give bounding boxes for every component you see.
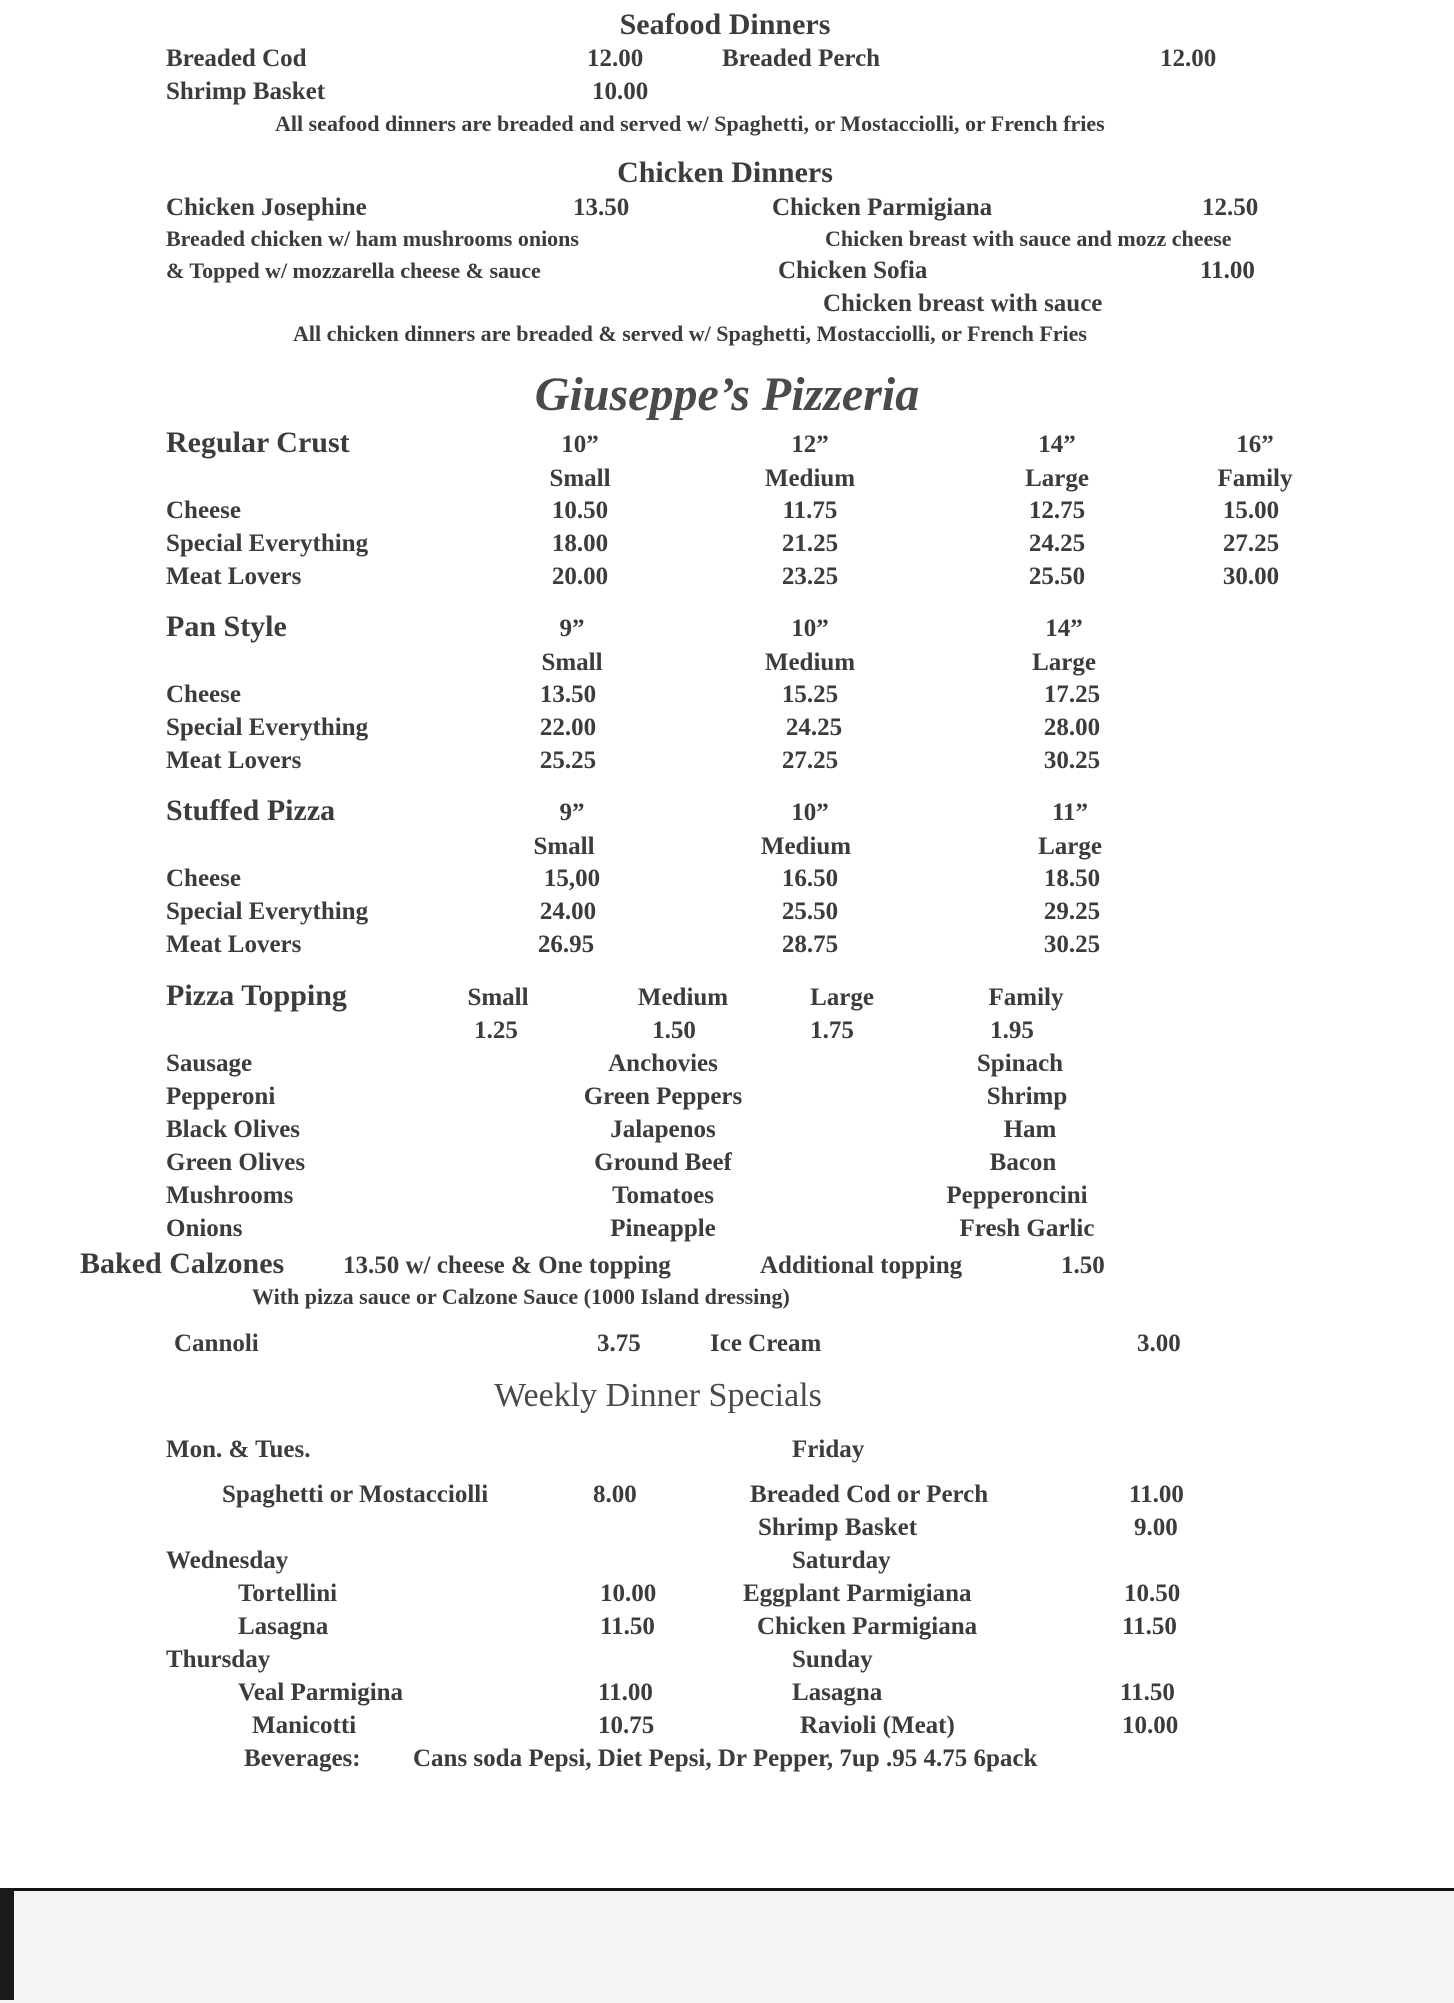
topping-item: Ground Beef bbox=[594, 1149, 732, 1176]
seafood-heading: Seafood Dinners bbox=[619, 8, 831, 41]
seafood-item-name: Breaded Cod bbox=[166, 45, 307, 72]
size-inch: 10” bbox=[791, 615, 829, 642]
weekly-day: Thursday bbox=[166, 1646, 271, 1673]
pizza-price: 18.50 bbox=[1043, 865, 1101, 892]
size-label: Medium bbox=[760, 833, 852, 860]
special-price: 11.00 bbox=[598, 1679, 653, 1706]
pizza-price: 30.25 bbox=[1043, 931, 1101, 958]
pizza-price: 15.00 bbox=[1222, 497, 1280, 524]
special-name: Ravioli (Meat) bbox=[800, 1712, 955, 1739]
size-inch: 11” bbox=[1051, 799, 1089, 826]
pizza-price: 12.75 bbox=[1028, 497, 1086, 524]
regular-crust-heading: Regular Crust bbox=[166, 426, 350, 459]
topping-item: Ham bbox=[1003, 1116, 1057, 1143]
dessert-price: 3.75 bbox=[597, 1330, 641, 1357]
size-inch: 14” bbox=[1038, 431, 1076, 458]
topping-size-label: Small bbox=[467, 984, 529, 1011]
size-label: Large bbox=[1032, 649, 1096, 676]
special-name: Shrimp Basket bbox=[758, 1514, 918, 1541]
pizza-price: 30.25 bbox=[1043, 747, 1101, 774]
size-inch: 10” bbox=[561, 431, 599, 458]
topping-size-price: 1.75 bbox=[810, 1017, 854, 1044]
pizza-price: 27.25 bbox=[1222, 530, 1280, 557]
seafood-item-price: 12.00 bbox=[587, 45, 644, 72]
pizza-price: 24.00 bbox=[539, 898, 597, 925]
dessert-name: Ice Cream bbox=[710, 1330, 822, 1357]
pizza-row-name: Meat Lovers bbox=[166, 931, 302, 958]
size-label: Small bbox=[541, 649, 603, 676]
dessert-price: 3.00 bbox=[1137, 1330, 1181, 1357]
topping-item: Pepperoni bbox=[166, 1083, 276, 1110]
topping-item: Sausage bbox=[166, 1050, 253, 1077]
special-name: Lasagna bbox=[238, 1613, 329, 1640]
dessert-name: Cannoli bbox=[174, 1330, 259, 1357]
special-name: Chicken Parmigiana bbox=[757, 1613, 978, 1640]
size-inch: 9” bbox=[559, 799, 585, 826]
calzones-additional-label: Additional topping bbox=[760, 1252, 963, 1279]
special-price: 10.75 bbox=[598, 1712, 655, 1739]
size-label: Family bbox=[1217, 465, 1293, 492]
special-price: 10.00 bbox=[1122, 1712, 1179, 1739]
chicken-parmigiana-name: Chicken Parmigiana bbox=[772, 194, 993, 221]
special-name: Eggplant Parmigiana bbox=[743, 1580, 972, 1607]
special-price: 10.50 bbox=[1124, 1580, 1181, 1607]
pizza-price: 23.25 bbox=[781, 563, 839, 590]
seafood-note: All seafood dinners are breaded and served w/ Spaghetti, or Mostacciolli, or French fries bbox=[275, 111, 1105, 136]
pizza-price: 15.25 bbox=[781, 681, 839, 708]
topping-item: Fresh Garlic bbox=[959, 1215, 1095, 1242]
chicken-josephine-price: 13.50 bbox=[573, 194, 630, 221]
size-label: Medium bbox=[764, 649, 856, 676]
special-price: 11.50 bbox=[1122, 1613, 1177, 1640]
pizza-row-name: Special Everything bbox=[166, 530, 369, 557]
calzones-heading: Baked Calzones bbox=[80, 1247, 285, 1280]
size-label: Small bbox=[533, 833, 595, 860]
pizza-price: 21.25 bbox=[781, 530, 839, 557]
pizza-price: 10.50 bbox=[551, 497, 609, 524]
size-label: Small bbox=[549, 465, 611, 492]
beverages-text: Cans soda Pepsi, Diet Pepsi, Dr Pepper, 7up .95 4.75 6pack bbox=[413, 1745, 1038, 1772]
calzones-note: With pizza sauce or Calzone Sauce (1000 Island dressing) bbox=[252, 1284, 790, 1309]
pizza-price: 30.00 bbox=[1222, 563, 1280, 590]
topping-size-label: Family bbox=[988, 984, 1064, 1011]
chicken-josephine-desc: & Topped w/ mozzarella cheese & sauce bbox=[166, 258, 541, 283]
chicken-parmigiana-desc: Chicken breast with sauce and mozz cheese bbox=[825, 226, 1232, 251]
pizza-row-name: Meat Lovers bbox=[166, 747, 302, 774]
weekly-day: Sunday bbox=[792, 1646, 873, 1673]
chicken-sofia-name: Chicken Sofia bbox=[778, 257, 928, 284]
seafood-item-price: 10.00 bbox=[592, 78, 649, 105]
size-label: Large bbox=[1025, 465, 1089, 492]
topping-item: Pepperoncini bbox=[946, 1182, 1088, 1209]
pizza-price: 13.50 bbox=[539, 681, 597, 708]
topping-item: Spinach bbox=[976, 1050, 1064, 1077]
special-name: Veal Parmigina bbox=[238, 1679, 404, 1706]
special-name: Manicotti bbox=[252, 1712, 357, 1739]
size-inch: 9” bbox=[559, 615, 585, 642]
size-label: Large bbox=[1038, 833, 1102, 860]
topping-item: Shrimp bbox=[986, 1083, 1068, 1110]
pizza-price: 22.00 bbox=[539, 714, 597, 741]
chicken-sofia-desc: Chicken breast with sauce bbox=[823, 290, 1103, 317]
pizza-row-name: Cheese bbox=[166, 497, 241, 524]
pizza-price: 16.50 bbox=[781, 865, 839, 892]
special-price: 9.00 bbox=[1134, 1514, 1178, 1541]
topping-item: Green Peppers bbox=[583, 1083, 743, 1110]
topping-size-label: Large bbox=[810, 984, 874, 1011]
topping-item: Mushrooms bbox=[166, 1182, 294, 1209]
topping-item: Onions bbox=[166, 1215, 243, 1242]
pizza-row-name: Cheese bbox=[166, 865, 241, 892]
pizza-price: 11.75 bbox=[782, 497, 838, 524]
pizza-row-name: Special Everything bbox=[166, 714, 369, 741]
pizza-price: 15,00 bbox=[543, 865, 601, 892]
special-name: Spaghetti or Mostacciolli bbox=[222, 1481, 489, 1508]
pizza-price: 18.00 bbox=[551, 530, 609, 557]
seafood-item-name: Breaded Perch bbox=[722, 45, 881, 72]
pizza-price: 24.25 bbox=[1028, 530, 1086, 557]
scan-edge bbox=[0, 1888, 14, 2000]
topping-size-label: Medium bbox=[637, 984, 729, 1011]
pizza-price: 17.25 bbox=[1043, 681, 1101, 708]
topping-size-price: 1.95 bbox=[990, 1017, 1034, 1044]
weekly-heading: Weekly Dinner Specials bbox=[494, 1377, 822, 1414]
topping-item: Green Olives bbox=[166, 1149, 306, 1176]
special-price: 11.50 bbox=[600, 1613, 655, 1640]
size-inch: 14” bbox=[1045, 615, 1083, 642]
special-name: Tortellini bbox=[238, 1580, 338, 1607]
pizza-row-name: Cheese bbox=[166, 681, 241, 708]
pizza-row-name: Meat Lovers bbox=[166, 563, 302, 590]
chicken-parmigiana-price: 12.50 bbox=[1202, 194, 1259, 221]
special-price: 10.00 bbox=[600, 1580, 657, 1607]
topping-item: Tomatoes bbox=[612, 1182, 714, 1209]
weekly-day: Mon. & Tues. bbox=[166, 1436, 311, 1463]
chicken-sofia-price: 11.00 bbox=[1200, 257, 1255, 284]
chicken-josephine-name: Chicken Josephine bbox=[166, 194, 367, 221]
size-inch: 12” bbox=[791, 431, 829, 458]
stuffed-pizza-heading: Stuffed Pizza bbox=[166, 794, 336, 827]
special-price: 8.00 bbox=[593, 1481, 637, 1508]
pan-style-heading: Pan Style bbox=[166, 610, 287, 643]
weekly-day: Wednesday bbox=[166, 1547, 289, 1574]
scan-background bbox=[0, 1888, 1454, 2003]
size-inch: 10” bbox=[791, 799, 829, 826]
pizza-price: 25.50 bbox=[1028, 563, 1086, 590]
pizza-price: 28.75 bbox=[781, 931, 839, 958]
topping-item: Black Olives bbox=[166, 1116, 301, 1143]
chicken-josephine-desc: Breaded chicken w/ ham mushrooms onions bbox=[166, 226, 579, 251]
weekly-day: Saturday bbox=[792, 1547, 891, 1574]
seafood-item-name: Shrimp Basket bbox=[166, 78, 326, 105]
topping-item: Pineapple bbox=[610, 1215, 716, 1242]
size-label: Medium bbox=[764, 465, 856, 492]
chicken-heading: Chicken Dinners bbox=[617, 156, 833, 189]
topping-item: Jalapenos bbox=[610, 1116, 716, 1143]
calzones-price-text: 13.50 w/ cheese & One topping bbox=[343, 1252, 671, 1279]
seafood-item-price: 12.00 bbox=[1160, 45, 1217, 72]
pizza-price: 25.25 bbox=[539, 747, 597, 774]
special-price: 11.50 bbox=[1120, 1679, 1175, 1706]
pizza-price: 26.95 bbox=[537, 931, 595, 958]
pizza-price: 25.50 bbox=[781, 898, 839, 925]
pizza-price: 28.00 bbox=[1043, 714, 1101, 741]
pizza-price: 27.25 bbox=[781, 747, 839, 774]
pizza-price: 29.25 bbox=[1043, 898, 1101, 925]
topping-item: Bacon bbox=[989, 1149, 1057, 1176]
pizza-row-name: Special Everything bbox=[166, 898, 369, 925]
topping-item: Anchovies bbox=[608, 1050, 718, 1077]
pizza-price: 20.00 bbox=[551, 563, 609, 590]
beverages-label: Beverages: bbox=[244, 1745, 361, 1772]
special-name: Lasagna bbox=[792, 1679, 883, 1706]
calzones-additional-price: 1.50 bbox=[1061, 1252, 1105, 1279]
size-inch: 16” bbox=[1236, 431, 1274, 458]
topping-size-price: 1.25 bbox=[474, 1017, 518, 1044]
topping-size-price: 1.50 bbox=[652, 1017, 696, 1044]
pizza-topping-heading: Pizza Topping bbox=[166, 979, 347, 1012]
page-title: Giuseppe’s Pizzeria bbox=[534, 368, 920, 421]
chicken-note: All chicken dinners are breaded & served w/ Spaghetti, Mostacciolli, or French Fries bbox=[293, 321, 1087, 346]
special-price: 11.00 bbox=[1129, 1481, 1184, 1508]
special-name: Breaded Cod or Perch bbox=[750, 1481, 989, 1508]
pizza-price: 24.25 bbox=[785, 714, 843, 741]
weekly-day: Friday bbox=[792, 1436, 865, 1463]
